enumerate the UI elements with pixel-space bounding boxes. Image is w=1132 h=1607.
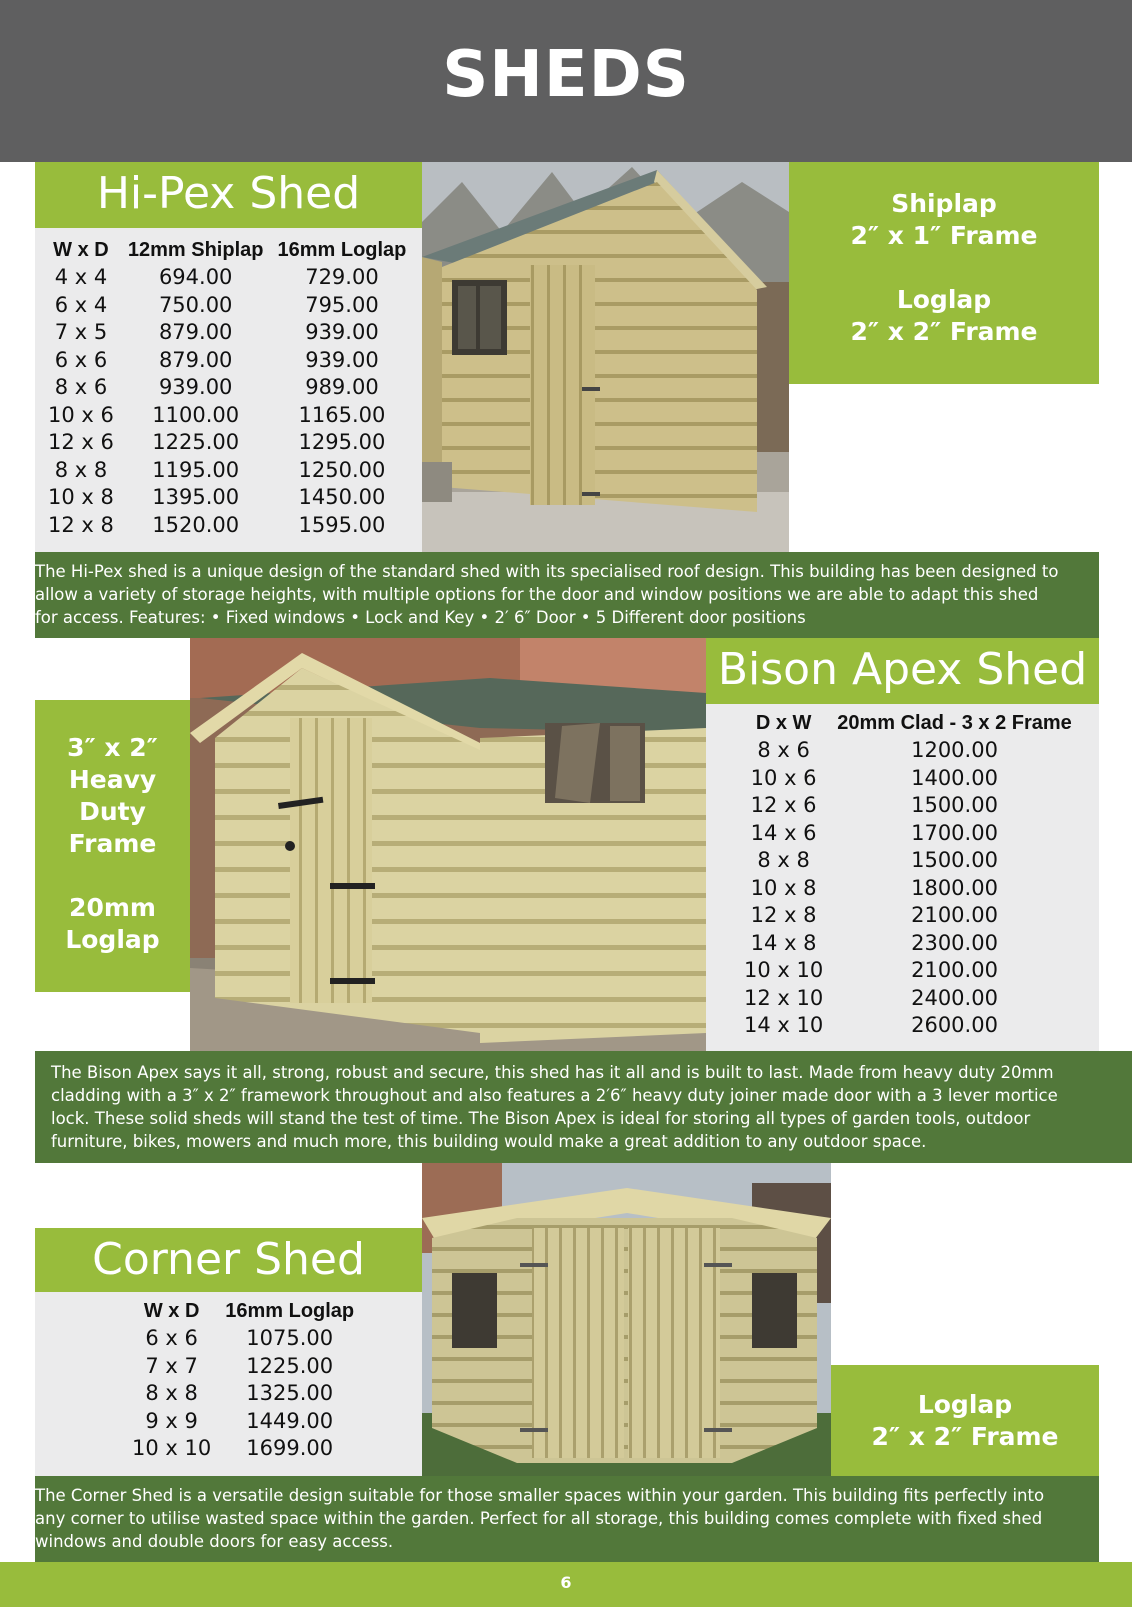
price-cell: 1449.00: [246, 1408, 334, 1433]
price-cell: 1700.00: [911, 820, 998, 845]
table-row: [41, 512, 413, 540]
table-row: [125, 1435, 361, 1463]
bison-tag-line: Loglap: [65, 925, 160, 954]
price-cell: 1165.00: [298, 402, 386, 427]
price-cell: 2600.00: [911, 1013, 998, 1037]
table-row: [41, 374, 413, 402]
size-cell: 8 x 8: [757, 848, 810, 872]
price-cell: 1595.00: [298, 512, 386, 537]
price-cell: 939.00: [305, 347, 379, 372]
hipex-price-table: [41, 236, 413, 539]
table-row: [737, 792, 1079, 820]
hipex-column-header: 12mm Shiplap: [127, 239, 264, 261]
hipex-title: Hi-Pex Shed: [35, 162, 422, 228]
size-cell: 6 x 4: [54, 292, 108, 317]
table-row: [125, 1380, 361, 1408]
table-row: [125, 1353, 361, 1381]
price-cell: 750.00: [158, 292, 233, 317]
size-cell: 10 x 8: [750, 875, 817, 900]
table-row: [737, 737, 1079, 765]
corner-title: Corner Shed: [35, 1228, 422, 1292]
hipex-tag-line: 2″ x 2″ Frame: [850, 317, 1038, 346]
bison-tag-line: Heavy: [68, 765, 157, 794]
bison-desc-line: lock. These solid sheds will stand the test of time. The Bison Apex is ideal for storing all types of garden tools, outdoor: [51, 1109, 1031, 1128]
size-cell: 10 x 10: [744, 958, 824, 982]
table-row: [41, 457, 413, 485]
size-cell: 10 x 8: [48, 485, 114, 509]
price-cell: 1195.00: [152, 457, 240, 482]
price-cell: 989.00: [305, 375, 379, 399]
price-cell: 1075.00: [246, 1326, 334, 1350]
size-cell: 10 x 10: [132, 1436, 212, 1460]
size-cell: 8 x 6: [54, 375, 108, 399]
table-row: [41, 264, 413, 292]
corner-tag-line: Loglap: [917, 1390, 1013, 1419]
bison-frame-tag: [35, 700, 190, 992]
size-cell: 12 x 8: [750, 903, 817, 927]
bison-description: [35, 1051, 1132, 1163]
hipex-column-header: W x D: [53, 239, 109, 261]
corner-desc-line: windows and double doors for easy access.: [35, 1532, 394, 1551]
size-cell: 14 x 6: [750, 820, 817, 845]
price-cell: 694.00: [158, 265, 233, 289]
table-row: [41, 402, 413, 430]
size-cell: 12 x 8: [48, 512, 114, 537]
price-cell: 1395.00: [152, 485, 240, 509]
hipex-description: [35, 552, 1099, 638]
price-cell: 2100.00: [911, 903, 998, 927]
table-row: [737, 875, 1079, 903]
bison-desc-line: The Bison Apex says it all, strong, robust and secure, this shed has it all and is built to last. Made from heavy duty 20mm: [51, 1063, 1054, 1082]
price-cell: 1100.00: [152, 402, 240, 427]
price-cell: 1500.00: [911, 793, 998, 817]
table-row: [737, 847, 1079, 875]
page-header: [0, 0, 1132, 162]
table-row: [737, 985, 1079, 1013]
size-cell: 10 x 6: [750, 765, 817, 790]
bison-shed-photo: [190, 638, 706, 1051]
price-cell: 1400.00: [911, 765, 998, 790]
corner-column-header: W x D: [143, 1300, 200, 1322]
bison-title: Bison Apex Shed: [706, 638, 1099, 704]
bison-tag-line: Duty: [79, 797, 146, 826]
price-cell: 2400.00: [911, 985, 998, 1010]
size-cell: 7 x 5: [54, 320, 108, 344]
table-row: [737, 765, 1079, 793]
price-cell: 729.00: [305, 265, 379, 289]
bison-tag-line: Frame: [68, 829, 157, 858]
corner-description: [35, 1476, 1099, 1562]
price-cell: 1800.00: [911, 875, 998, 900]
size-cell: 10 x 6: [48, 402, 114, 427]
price-cell: 795.00: [305, 292, 379, 317]
table-row: [125, 1325, 361, 1353]
hipex-tag-line: 2″ x 1″ Frame: [850, 221, 1038, 250]
hipex-column-header: 16mm Loglap: [277, 239, 407, 261]
price-cell: 1295.00: [298, 430, 386, 454]
price-cell: 1450.00: [298, 485, 386, 509]
hipex-desc-line: for access. Features: • Fixed windows • Lock and Key • 2′ 6″ Door • 5 Different door positions: [35, 608, 806, 627]
table-row: [41, 429, 413, 457]
corner-desc-line: The Corner Shed is a versatile design suitable for those smaller spaces within your garden. This building fits perfectly into: [35, 1486, 1045, 1505]
size-cell: 14 x 8: [750, 930, 817, 955]
price-cell: 1200.00: [911, 738, 998, 762]
price-cell: 1699.00: [246, 1436, 334, 1460]
size-cell: 12 x 10: [744, 985, 824, 1010]
bison-column-header: 20mm Clad - 3 x 2 Frame: [837, 712, 1072, 734]
price-cell: 2300.00: [911, 930, 998, 955]
price-cell: 1520.00: [152, 512, 240, 537]
corner-desc-line: any corner to utilise wasted space within the garden. Perfect for all storage, this building comes complete with fixed shed: [35, 1509, 1043, 1528]
bison-desc-line: furniture, bikes, mowers and much more, this building would make a great addition to any outdoor space.: [51, 1132, 927, 1151]
page-title: SHEDS: [442, 38, 690, 112]
corner-frame-tag: [831, 1365, 1099, 1476]
corner-price-table: [125, 1297, 361, 1463]
size-cell: 8 x 8: [145, 1381, 198, 1405]
price-cell: 2100.00: [911, 958, 998, 982]
hipex-desc-line: allow a variety of storage heights, with multiple options for the door and window positions we are able to adapt this shed: [35, 585, 1039, 604]
price-cell: 879.00: [158, 320, 233, 344]
price-cell: 939.00: [305, 320, 379, 344]
price-cell: 879.00: [158, 347, 233, 372]
table-row: [737, 1012, 1079, 1040]
table-row: [41, 292, 413, 320]
price-cell: 1325.00: [246, 1381, 334, 1405]
corner-column-header: 16mm Loglap: [225, 1300, 355, 1322]
price-cell: 1225.00: [152, 430, 240, 454]
corner-tag-line: 2″ x 2″ Frame: [871, 1422, 1059, 1451]
hipex-shed-photo: [422, 162, 789, 552]
table-row: [737, 820, 1079, 848]
size-cell: 6 x 6: [145, 1326, 198, 1350]
bison-column-header: D x W: [755, 712, 812, 734]
bison-tag-line: 3″ x 2″: [67, 733, 158, 762]
bison-price-panel: [706, 704, 1099, 1051]
hipex-tag-line: Shiplap: [891, 189, 997, 218]
price-cell: 1250.00: [298, 457, 386, 482]
table-row: [41, 484, 413, 512]
table-row: [737, 957, 1079, 985]
hipex-tag-spacer: [789, 252, 1099, 284]
corner-price-panel: [35, 1292, 422, 1476]
size-cell: 8 x 8: [54, 457, 108, 482]
bison-tag-line: 20mm: [69, 893, 156, 922]
page-number: 6: [560, 1573, 572, 1592]
bison-tag-spacer: [35, 860, 190, 892]
price-cell: 1225.00: [246, 1353, 334, 1378]
table-row: [737, 930, 1079, 958]
size-cell: 12 x 6: [750, 793, 817, 817]
hipex-frame-tag: [789, 162, 1099, 384]
table-row: [41, 347, 413, 375]
size-cell: 9 x 9: [145, 1408, 198, 1433]
price-cell: 1500.00: [911, 848, 998, 872]
size-cell: 8 x 6: [757, 738, 810, 762]
bison-desc-line: cladding with a 3″ x 2″ framework throughout and also features a 2′6″ heavy duty joiner made door with a 3 lever mortice: [51, 1086, 1058, 1105]
price-cell: 939.00: [158, 375, 233, 399]
table-row: [41, 319, 413, 347]
size-cell: 12 x 6: [48, 430, 114, 454]
table-row: [125, 1408, 361, 1436]
size-cell: 14 x 10: [744, 1013, 824, 1037]
size-cell: 4 x 4: [54, 265, 108, 289]
table-row: [737, 902, 1079, 930]
size-cell: 6 x 6: [54, 347, 108, 372]
hipex-desc-line: The Hi-Pex shed is a unique design of the standard shed with its specialised roof design. This building has been designed to: [35, 562, 1059, 581]
corner-shed-photo: [422, 1163, 831, 1476]
size-cell: 7 x 7: [145, 1353, 198, 1378]
bison-price-table: [737, 709, 1079, 1040]
hipex-tag-line: Loglap: [896, 285, 992, 314]
page-footer: [0, 1562, 1132, 1607]
hipex-price-panel: [35, 228, 422, 552]
